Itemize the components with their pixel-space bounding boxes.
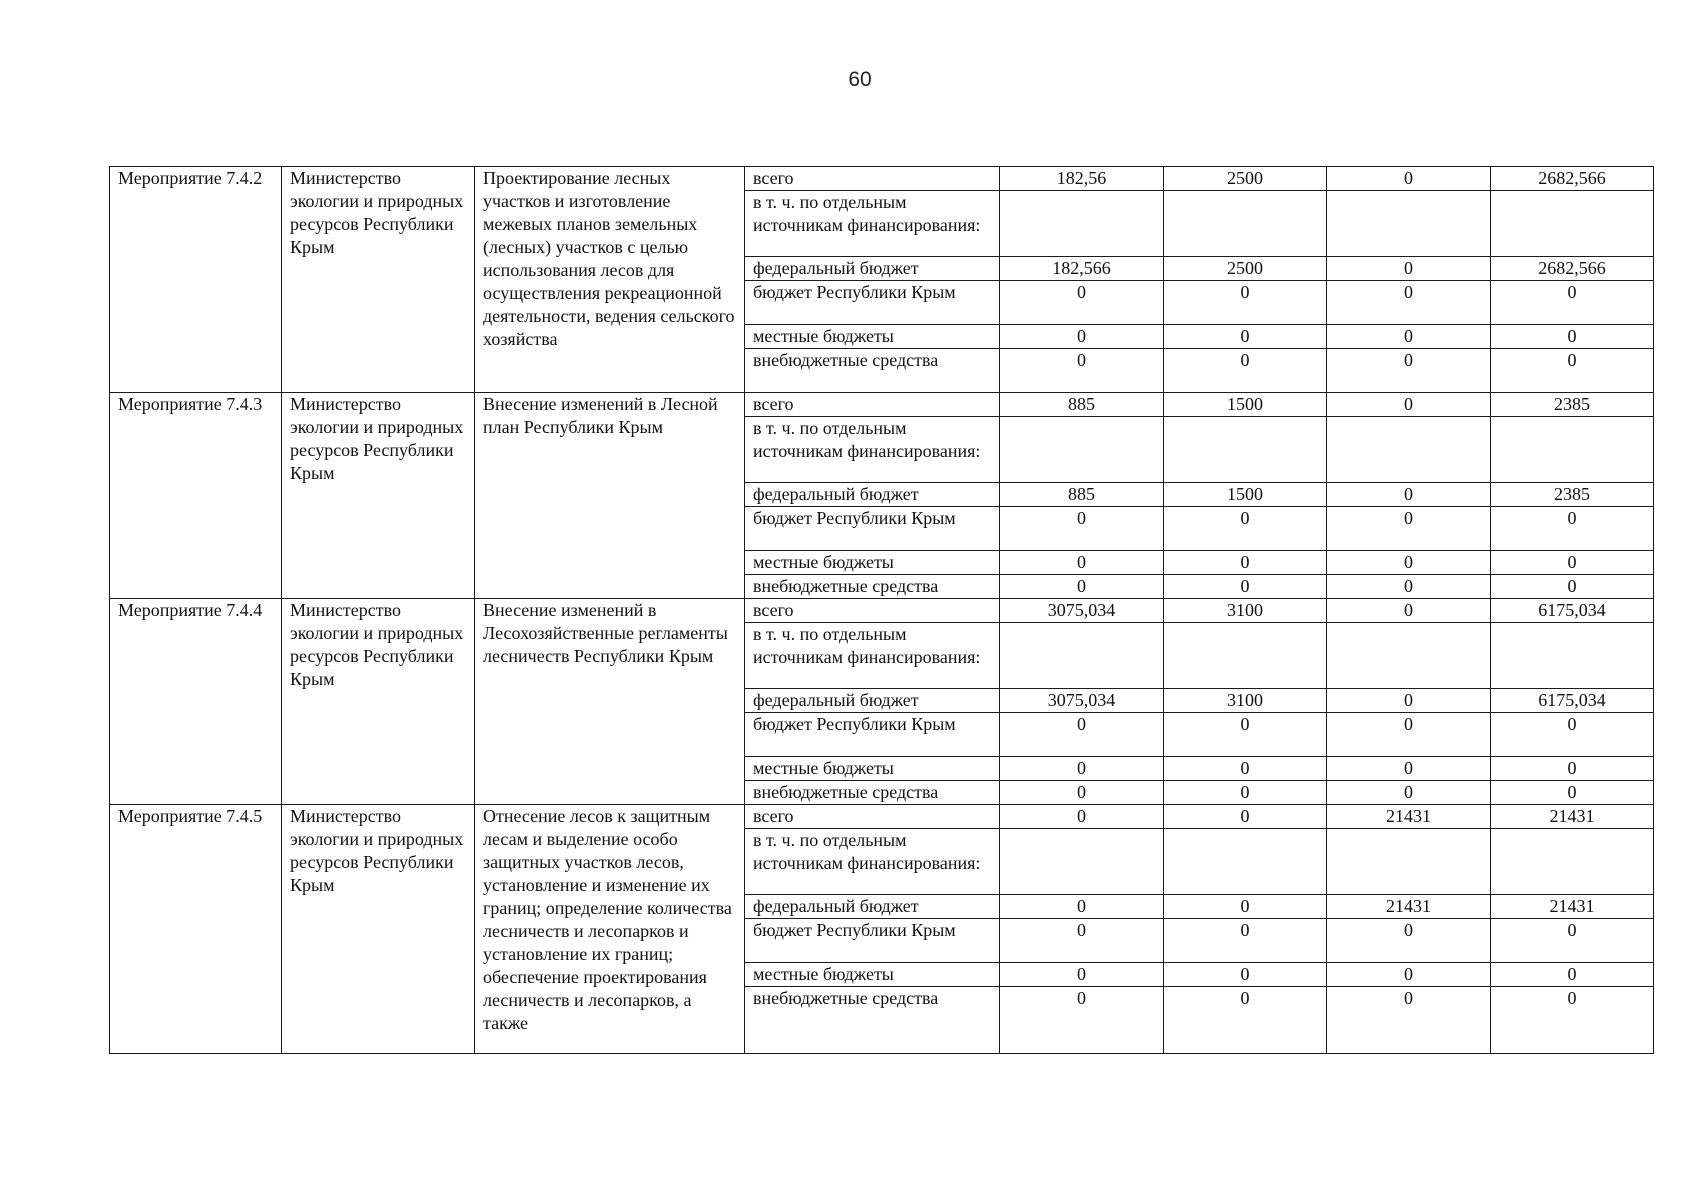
funding-value: 0 bbox=[1327, 713, 1491, 757]
funding-value: 0 bbox=[1327, 551, 1491, 575]
funding-value: 0 bbox=[1000, 919, 1164, 963]
measure-row-total bbox=[110, 599, 1654, 623]
measure-description: Отнесение лесов к защитным лесам и выделение особо защитных участков лесов, установление и изменение их границ; определение количества лесничеств и лесопарков и установление их границ; обеспечение проектирования лесничеств и лесопарков, а также bbox=[475, 805, 745, 1054]
funding-value bbox=[1327, 623, 1491, 689]
funding-value: 0 bbox=[1000, 713, 1164, 757]
measure-row-total bbox=[110, 393, 1654, 417]
funding-value: 0 bbox=[1000, 987, 1164, 1054]
funding-total bbox=[1491, 829, 1654, 895]
funding-total: 2682,566 bbox=[1491, 257, 1654, 281]
funding-source: внебюджетные средства bbox=[745, 781, 1000, 805]
funding-source: федеральный бюджет bbox=[745, 483, 1000, 507]
funding-value: 0 bbox=[1000, 551, 1164, 575]
funding-total: 0 bbox=[1491, 281, 1654, 325]
funding-value: 21431 bbox=[1327, 805, 1491, 829]
funding-total: 0 bbox=[1491, 757, 1654, 781]
funding-value: 3100 bbox=[1164, 689, 1327, 713]
funding-value bbox=[1000, 829, 1164, 895]
funding-value: 0 bbox=[1327, 781, 1491, 805]
measure-description: Внесение изменений в Лесной план Республики Крым bbox=[475, 393, 745, 599]
funding-value: 0 bbox=[1000, 325, 1164, 349]
measure-label: Мероприятие 7.4.3 bbox=[110, 393, 282, 599]
funding-source: федеральный бюджет bbox=[745, 689, 1000, 713]
funding-source: в т. ч. по отдельным источникам финансирования: bbox=[745, 417, 1000, 483]
funding-value: 0 bbox=[1164, 757, 1327, 781]
funding-value: 0 bbox=[1327, 599, 1491, 623]
funding-value: 0 bbox=[1327, 963, 1491, 987]
funding-value: 885 bbox=[1000, 483, 1164, 507]
funding-source: всего bbox=[745, 805, 1000, 829]
funding-value: 21431 bbox=[1327, 895, 1491, 919]
funding-total: 0 bbox=[1491, 507, 1654, 551]
funding-value: 0 bbox=[1000, 757, 1164, 781]
funding-source: в т. ч. по отдельным источникам финансирования: bbox=[745, 191, 1000, 257]
funding-value: 1500 bbox=[1164, 483, 1327, 507]
funding-source: местные бюджеты bbox=[745, 325, 1000, 349]
funding-total: 0 bbox=[1491, 349, 1654, 393]
funding-value: 2500 bbox=[1164, 257, 1327, 281]
funding-value: 0 bbox=[1164, 281, 1327, 325]
funding-value: 0 bbox=[1164, 551, 1327, 575]
funding-total: 0 bbox=[1491, 987, 1654, 1054]
funding-value: 1500 bbox=[1164, 393, 1327, 417]
measure-executor: Министерство экологии и природных ресурсов Республики Крым bbox=[282, 805, 475, 1054]
funding-source: федеральный бюджет bbox=[745, 257, 1000, 281]
funding-value: 0 bbox=[1164, 713, 1327, 757]
funding-source: бюджет Республики Крым bbox=[745, 281, 1000, 325]
page-number: 60 bbox=[848, 68, 872, 91]
funding-source: бюджет Республики Крым bbox=[745, 919, 1000, 963]
funding-value: 0 bbox=[1000, 963, 1164, 987]
funding-total: 0 bbox=[1491, 713, 1654, 757]
funding-value: 3075,034 bbox=[1000, 689, 1164, 713]
funding-source: бюджет Республики Крым bbox=[745, 507, 1000, 551]
funding-total: 6175,034 bbox=[1491, 689, 1654, 713]
funding-value: 3075,034 bbox=[1000, 599, 1164, 623]
funding-total: 0 bbox=[1491, 575, 1654, 599]
funding-value: 0 bbox=[1164, 919, 1327, 963]
measure-label: Мероприятие 7.4.4 bbox=[110, 599, 282, 805]
funding-value bbox=[1164, 191, 1327, 257]
funding-source: в т. ч. по отдельным источникам финансирования: bbox=[745, 829, 1000, 895]
funding-source: всего bbox=[745, 393, 1000, 417]
funding-value: 0 bbox=[1000, 805, 1164, 829]
measure-executor: Министерство экологии и природных ресурсов Республики Крым bbox=[282, 393, 475, 599]
funding-value: 182,566 bbox=[1000, 257, 1164, 281]
funding-value: 0 bbox=[1164, 349, 1327, 393]
funding-value bbox=[1000, 417, 1164, 483]
funding-total: 2682,566 bbox=[1491, 167, 1654, 191]
funding-value: 0 bbox=[1327, 325, 1491, 349]
funding-source: местные бюджеты bbox=[745, 551, 1000, 575]
measure-row-total bbox=[110, 805, 1654, 829]
funding-total: 2385 bbox=[1491, 393, 1654, 417]
measure-row-total bbox=[110, 167, 1654, 191]
funding-source: местные бюджеты bbox=[745, 757, 1000, 781]
funding-value: 0 bbox=[1327, 757, 1491, 781]
funding-value bbox=[1327, 417, 1491, 483]
funding-value: 0 bbox=[1164, 895, 1327, 919]
funding-value bbox=[1327, 191, 1491, 257]
funding-source: всего bbox=[745, 599, 1000, 623]
funding-value: 885 bbox=[1000, 393, 1164, 417]
funding-value: 0 bbox=[1327, 349, 1491, 393]
funding-value bbox=[1000, 623, 1164, 689]
funding-total: 21431 bbox=[1491, 805, 1654, 829]
funding-value: 0 bbox=[1327, 987, 1491, 1054]
funding-source: местные бюджеты bbox=[745, 963, 1000, 987]
funding-total: 0 bbox=[1491, 963, 1654, 987]
funding-value: 0 bbox=[1000, 281, 1164, 325]
funding-value: 0 bbox=[1327, 257, 1491, 281]
funding-value: 0 bbox=[1164, 781, 1327, 805]
funding-total bbox=[1491, 417, 1654, 483]
funding-total bbox=[1491, 191, 1654, 257]
funding-total: 2385 bbox=[1491, 483, 1654, 507]
funding-value: 0 bbox=[1164, 963, 1327, 987]
funding-source: внебюджетные средства bbox=[745, 987, 1000, 1054]
funding-total: 0 bbox=[1491, 551, 1654, 575]
measure-executor: Министерство экологии и природных ресурсов Республики Крым bbox=[282, 167, 475, 393]
funding-value: 0 bbox=[1164, 805, 1327, 829]
funding-value: 0 bbox=[1327, 689, 1491, 713]
funding-value: 3100 bbox=[1164, 599, 1327, 623]
funding-value: 0 bbox=[1000, 781, 1164, 805]
funding-value bbox=[1164, 829, 1327, 895]
funding-source: в т. ч. по отдельным источникам финансирования: bbox=[745, 623, 1000, 689]
measure-label: Мероприятие 7.4.2 bbox=[110, 167, 282, 393]
funding-value: 0 bbox=[1000, 349, 1164, 393]
funding-value: 0 bbox=[1000, 895, 1164, 919]
funding-total: 6175,034 bbox=[1491, 599, 1654, 623]
funding-value bbox=[1164, 417, 1327, 483]
funding-value: 0 bbox=[1164, 987, 1327, 1054]
funding-value: 0 bbox=[1327, 919, 1491, 963]
funding-value: 0 bbox=[1327, 167, 1491, 191]
funding-value: 0 bbox=[1327, 483, 1491, 507]
funding-value bbox=[1164, 623, 1327, 689]
funding-value: 0 bbox=[1327, 281, 1491, 325]
funding-total: 0 bbox=[1491, 919, 1654, 963]
funding-table-body bbox=[110, 167, 1654, 1054]
funding-value: 0 bbox=[1327, 393, 1491, 417]
funding-value: 0 bbox=[1327, 575, 1491, 599]
funding-total: 21431 bbox=[1491, 895, 1654, 919]
measure-description: Внесение изменений в Лесохозяйственные регламенты лесничеств Республики Крым bbox=[475, 599, 745, 805]
measure-description: Проектирование лесных участков и изготовление межевых планов земельных (лесных) участков с целью использования лесов для осуществления рекреационной деятельности, ведения сельского хозяйства bbox=[475, 167, 745, 393]
funding-value: 2500 bbox=[1164, 167, 1327, 191]
funding-total bbox=[1491, 623, 1654, 689]
funding-value: 0 bbox=[1000, 575, 1164, 599]
funding-source: бюджет Республики Крым bbox=[745, 713, 1000, 757]
measure-executor: Министерство экологии и природных ресурсов Республики Крым bbox=[282, 599, 475, 805]
funding-value: 0 bbox=[1164, 507, 1327, 551]
funding-value: 0 bbox=[1164, 575, 1327, 599]
funding-value bbox=[1000, 191, 1164, 257]
funding-value bbox=[1327, 829, 1491, 895]
measure-label: Мероприятие 7.4.5 bbox=[110, 805, 282, 1054]
funding-total: 0 bbox=[1491, 325, 1654, 349]
funding-value: 182,56 bbox=[1000, 167, 1164, 191]
funding-total: 0 bbox=[1491, 781, 1654, 805]
funding-table bbox=[109, 166, 1654, 1054]
funding-source: внебюджетные средства bbox=[745, 575, 1000, 599]
funding-value: 0 bbox=[1000, 507, 1164, 551]
funding-source: внебюджетные средства bbox=[745, 349, 1000, 393]
funding-value: 0 bbox=[1164, 325, 1327, 349]
funding-source: всего bbox=[745, 167, 1000, 191]
funding-value: 0 bbox=[1327, 507, 1491, 551]
funding-source: федеральный бюджет bbox=[745, 895, 1000, 919]
